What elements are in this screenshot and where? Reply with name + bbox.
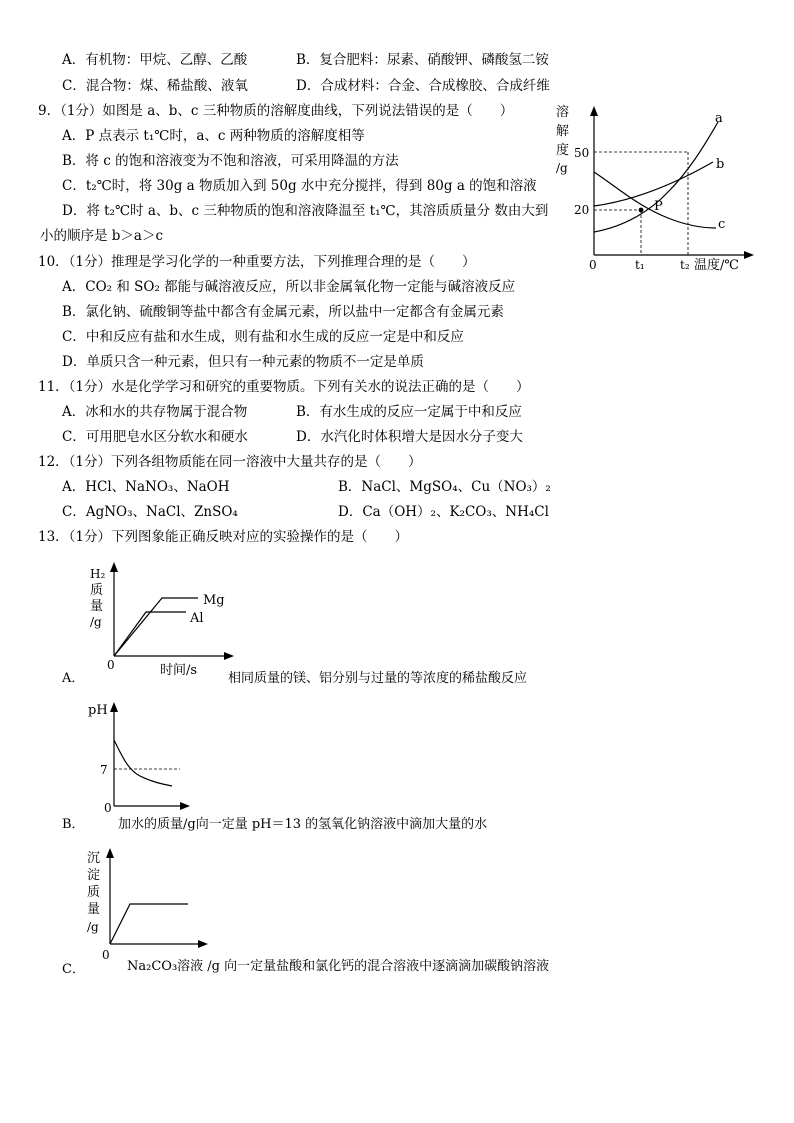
ylabel-char-3: 度 (556, 143, 570, 158)
tick-50: 50 (574, 146, 590, 160)
q11-option-c: C．可用肥皂水区分软水和硬水 (62, 429, 248, 445)
q13c-line (110, 904, 188, 944)
q13c-chart (84, 842, 214, 962)
curve-a (594, 122, 718, 232)
q13c-x-arrow (198, 940, 208, 948)
q13b-ylabel: pH (88, 703, 108, 718)
solubility-chart (548, 100, 778, 280)
ylabel-char-2: 解 (556, 124, 570, 139)
q13a-ylabel-4: /g (90, 615, 102, 629)
q8-option-b: B．复合肥料：尿素、硝酸钾、磷酸氢二铵 (296, 52, 549, 68)
q13a-ylabel-2: 质 (90, 583, 104, 598)
q13-stem: 13．（1分）下列图象能正确反映对应的实验操作的是（ ） (38, 529, 409, 545)
q13-option-c-letter: C． (62, 962, 85, 977)
tick-20: 20 (574, 203, 590, 217)
y-axis-arrow (590, 106, 598, 116)
xlabel: 温度/℃ (694, 258, 739, 273)
q13-option-a-desc: 相同质量的镁、铝分别与过量的等浓度的稀盐酸反应 (228, 671, 528, 686)
q11-option-b: B．有水生成的反应一定属于中和反应 (296, 404, 522, 420)
q13a-label-al: Al (190, 611, 204, 626)
q9-option-a: A．P 点表示 t₁℃时，a、c 两种物质的溶解度相等 (62, 128, 365, 144)
q13b-x-arrow (180, 802, 190, 810)
q10-option-a: A．CO₂ 和 SO₂ 都能与碱溶液反应，所以非金属氧化物一定能与碱溶液反应 (62, 279, 516, 295)
q9-stem: 9．（1分）如图是 a、b、c 三种物质的溶解度曲线，下列说法错误的是（ ） (38, 103, 514, 119)
tick-origin: 0 (589, 258, 597, 272)
q13c-ylabel-3: 质 (87, 885, 101, 900)
q10-stem: 10．（1分）推理是学习化学的一种重要方法，下列推理合理的是（ ） (38, 254, 476, 270)
q11-option-a: A．冰和水的共存物属于混合物 (62, 404, 248, 420)
q8-option-d: D．合成材料：合金、合成橡胶、合成纤维 (296, 78, 550, 94)
q9-option-d-line2: 小的顺序是 b＞a＞c (40, 228, 164, 244)
label-a: a (715, 111, 723, 126)
label-c: c (718, 217, 726, 232)
ylabel-char-1: 溶 (556, 105, 570, 120)
q8-option-a: A．有机物：甲烷、乙醇、乙酸 (62, 52, 248, 68)
q13a-xlabel: 时间/s (160, 663, 198, 678)
q13a-label-mg: Mg (203, 593, 225, 608)
point-p (639, 208, 644, 213)
q13b-y-arrow (110, 702, 118, 712)
q13-option-a-letter: A． (62, 671, 85, 686)
q8-option-c: C．混合物：煤、稀盐酸、液氧 (62, 78, 248, 94)
q13b-chart (86, 696, 196, 818)
q13a-y-arrow (110, 562, 118, 572)
q9-option-b: B．将 c 的饱和溶液变为不饱和溶液，可采用降温的方法 (62, 153, 399, 169)
q13c-ylabel-1: 沉 (87, 851, 101, 866)
q13a-ylabel-1: H₂ (90, 567, 106, 581)
tick-t2: t₂ (680, 258, 690, 272)
q13b-tick-7: 7 (100, 763, 108, 777)
ylabel-char-4: /g (556, 161, 568, 175)
q13a-line-mg (114, 598, 198, 656)
q13a-ylabel-3: 量 (90, 599, 104, 614)
q9-option-c: C．t₂℃时，将 30g a 物质加入到 50g 水中充分搅拌，得到 80g a 的饱和溶液 (62, 178, 537, 194)
x-axis-arrow (744, 251, 754, 259)
q11-stem: 11．（1分）水是化学学习和研究的重要物质。下列有关水的说法正确的是（ ） (38, 379, 530, 395)
q13-option-b-desc: 加水的质量/g向一定量 pH＝13 的氢氧化钠溶液中滴加大量的水 (118, 817, 488, 832)
q10-option-d: D．单质只含一种元素，但只有一种元素的物质不一定是单质 (62, 354, 424, 370)
q13b-origin: 0 (104, 801, 112, 815)
q13c-y-arrow (106, 848, 114, 858)
label-p: P (654, 199, 663, 214)
q13-option-b-letter: B． (62, 817, 85, 832)
q13c-ylabel-5: /g (87, 920, 99, 934)
q13-option-c-desc: Na₂CO₃溶液 /g 向一定量盐酸和氯化钙的混合溶液中逐滴滴加碳酸钠溶液 (127, 959, 550, 974)
tick-t1: t₁ (635, 258, 645, 272)
q13c-ylabel-4: 量 (87, 902, 101, 917)
q10-option-c: C．中和反应有盐和水生成，则有盐和水生成的反应一定是中和反应 (62, 329, 464, 345)
q12-stem: 12．（1分）下列各组物质能在同一溶液中大量共存的是（ ） (38, 454, 422, 470)
q11-option-d: D．水汽化时体积增大是因水分子变大 (296, 429, 523, 445)
q12-option-c: C．AgNO₃、NaCl、ZnSO₄ (62, 504, 238, 520)
q13a-line-al (114, 612, 186, 656)
q12-option-b: B．NaCl、MgSO₄、Cu（NO₃）₂ (338, 479, 551, 495)
q13b-curve (114, 740, 172, 786)
q10-option-b: B．氯化钠、硫酸铜等盐中都含有金属元素，所以盐中一定都含有金属元素 (62, 304, 504, 320)
q13c-ylabel-2: 淀 (87, 868, 101, 883)
q13a-chart (82, 556, 242, 680)
label-b: b (716, 157, 725, 172)
q13a-x-arrow (224, 652, 234, 660)
q12-option-a: A．HCl、NaNO₃、NaOH (62, 479, 230, 495)
q9-option-d-line1: D．将 t₂℃时 a、b、c 三种物质的饱和溶液降温至 t₁℃，其溶质质量分 数由大到 (62, 203, 549, 219)
q12-option-d: D．Ca（OH）₂、K₂CO₃、NH₄Cl (338, 504, 549, 520)
q13c-origin: 0 (102, 948, 110, 962)
q13a-origin: 0 (107, 658, 115, 672)
